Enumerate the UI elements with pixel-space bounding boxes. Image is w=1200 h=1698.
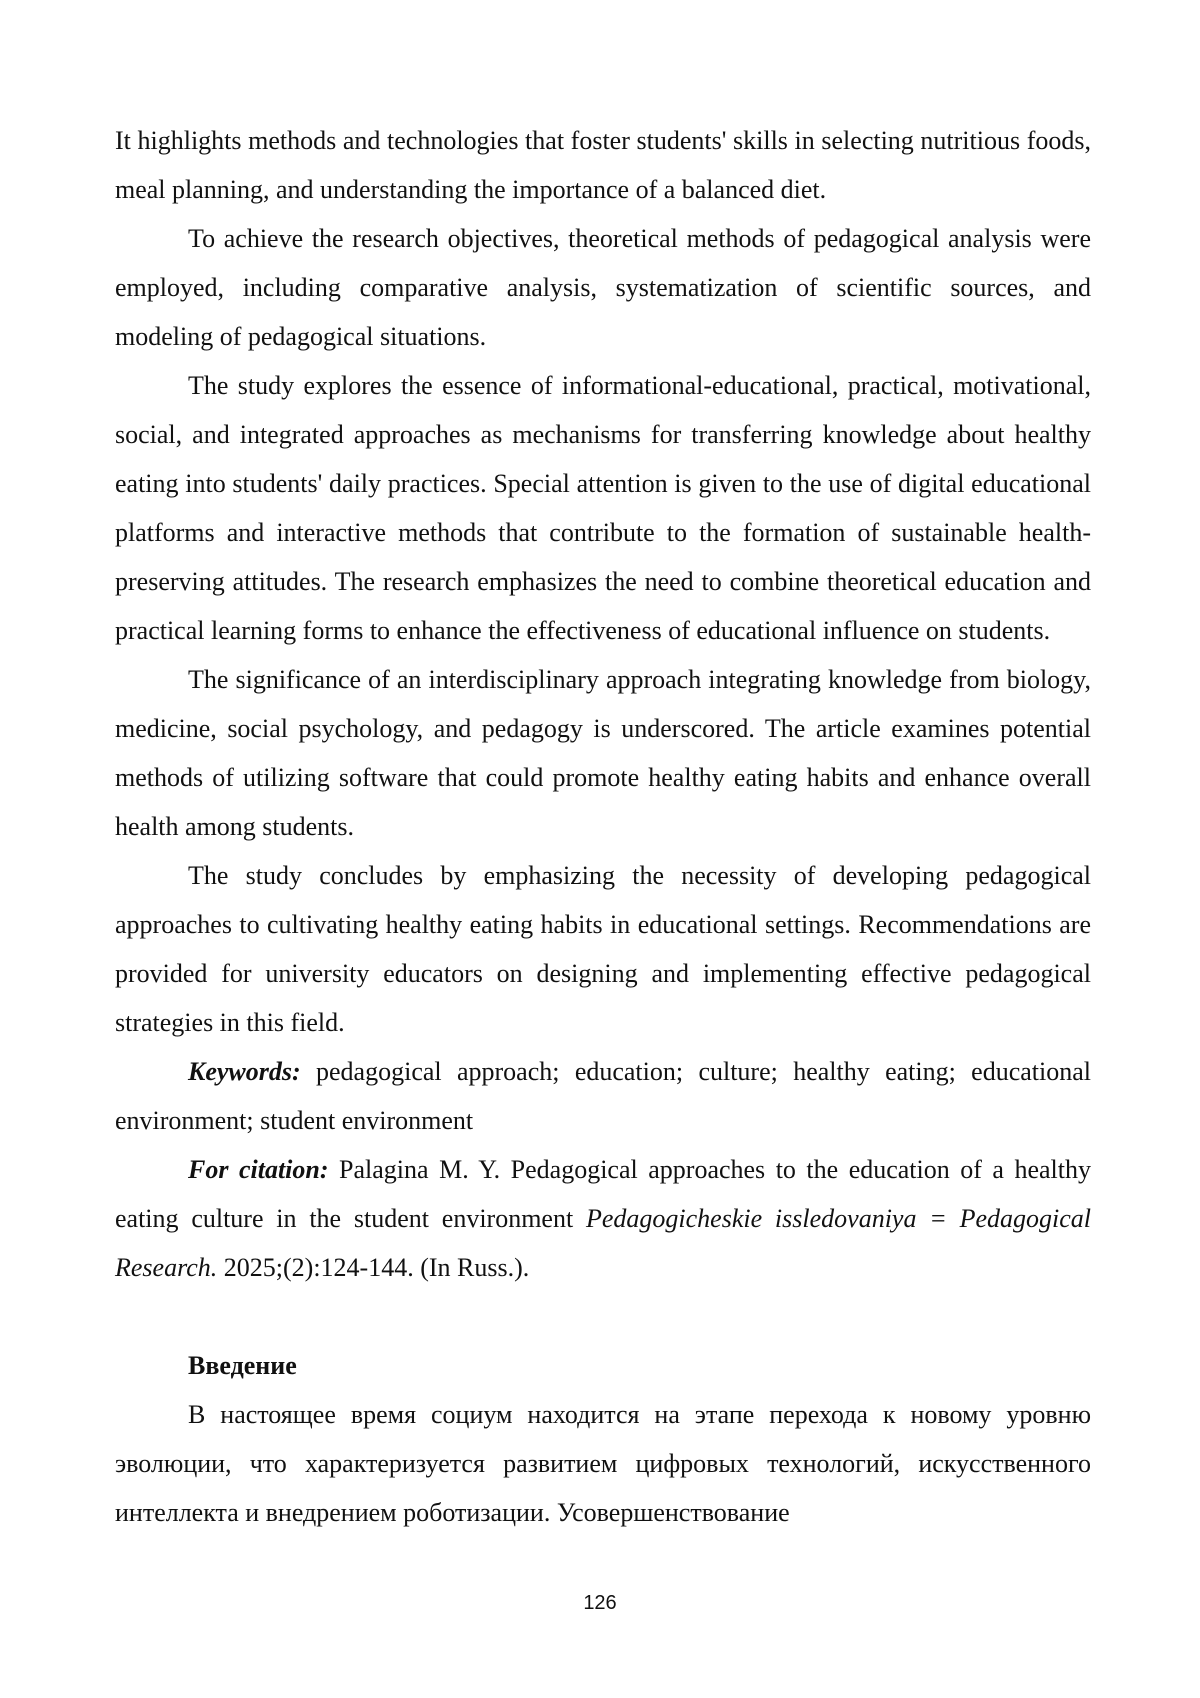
page-body bbox=[115, 116, 1091, 1537]
citation-paragraph bbox=[115, 1145, 1091, 1292]
citation-details: 2025;(2):124-144. (In Russ.). bbox=[217, 1253, 530, 1282]
citation-text: Palagina M. Y. Pedagogical approaches to the education of a healthy eating culture in the student environment bbox=[115, 1155, 1092, 1233]
paragraph-continuation: It highlights methods and technologies that foster students' skills in selecting nutritious foods, meal planning, and understanding the importance of a balanced diet. bbox=[115, 126, 1091, 204]
paragraph-introduction: В настоящее время социум находится на этапе перехода к новому уровню эволюции, что характеризуется развитием цифровых технологий, искусственного интеллекта и внедрением роботизации. Усовершенствование bbox=[115, 1400, 1091, 1527]
paragraph-approaches: The study explores the essence of informational-educational, practical, motivational, social, and integrated approaches as mechanisms for transferring knowledge about healthy eating into students' daily practices. Special attention is given to the use of digital educational platforms and interactive methods that contribute to the formation of sustainable health-preserving attitudes. The research emphasizes the need to combine theoretical education and practical learning forms to enhance the effectiveness of educational influence on students. bbox=[115, 371, 1091, 645]
page-number: 126 bbox=[583, 1592, 617, 1614]
citation-journal: Pedagogicheskie issledovaniya = Pedagogical Research. bbox=[115, 1204, 1091, 1282]
section-heading-introduction: Введение bbox=[188, 1351, 297, 1380]
citation-label: For citation: bbox=[188, 1155, 329, 1184]
keywords-label: Keywords: bbox=[188, 1057, 301, 1086]
keywords-text: pedagogical approach; education; culture; healthy eating; educational environment; student environment bbox=[115, 1057, 1091, 1135]
paragraph-methods: To achieve the research objectives, theoretical methods of pedagogical analysis were employed, including comparative analysis, systematization of scientific sources, and modeling of pedagogical situations. bbox=[115, 224, 1091, 351]
paragraph-conclusion: The study concludes by emphasizing the necessity of developing pedagogical approaches to cultivating healthy eating habits in educational settings. Recommendations are provided for university educators on designing and implementing effective pedagogical strategies in this field. bbox=[115, 861, 1091, 1037]
section-spacer bbox=[115, 1292, 1091, 1341]
keywords-paragraph bbox=[115, 1047, 1091, 1145]
paragraph-interdisciplinary: The significance of an interdisciplinary approach integrating knowledge from biology, medicine, social psychology, and pedagogy is underscored. The article examines potential methods of utilizing software that could promote healthy eating habits and enhance overall health among students. bbox=[115, 665, 1091, 841]
